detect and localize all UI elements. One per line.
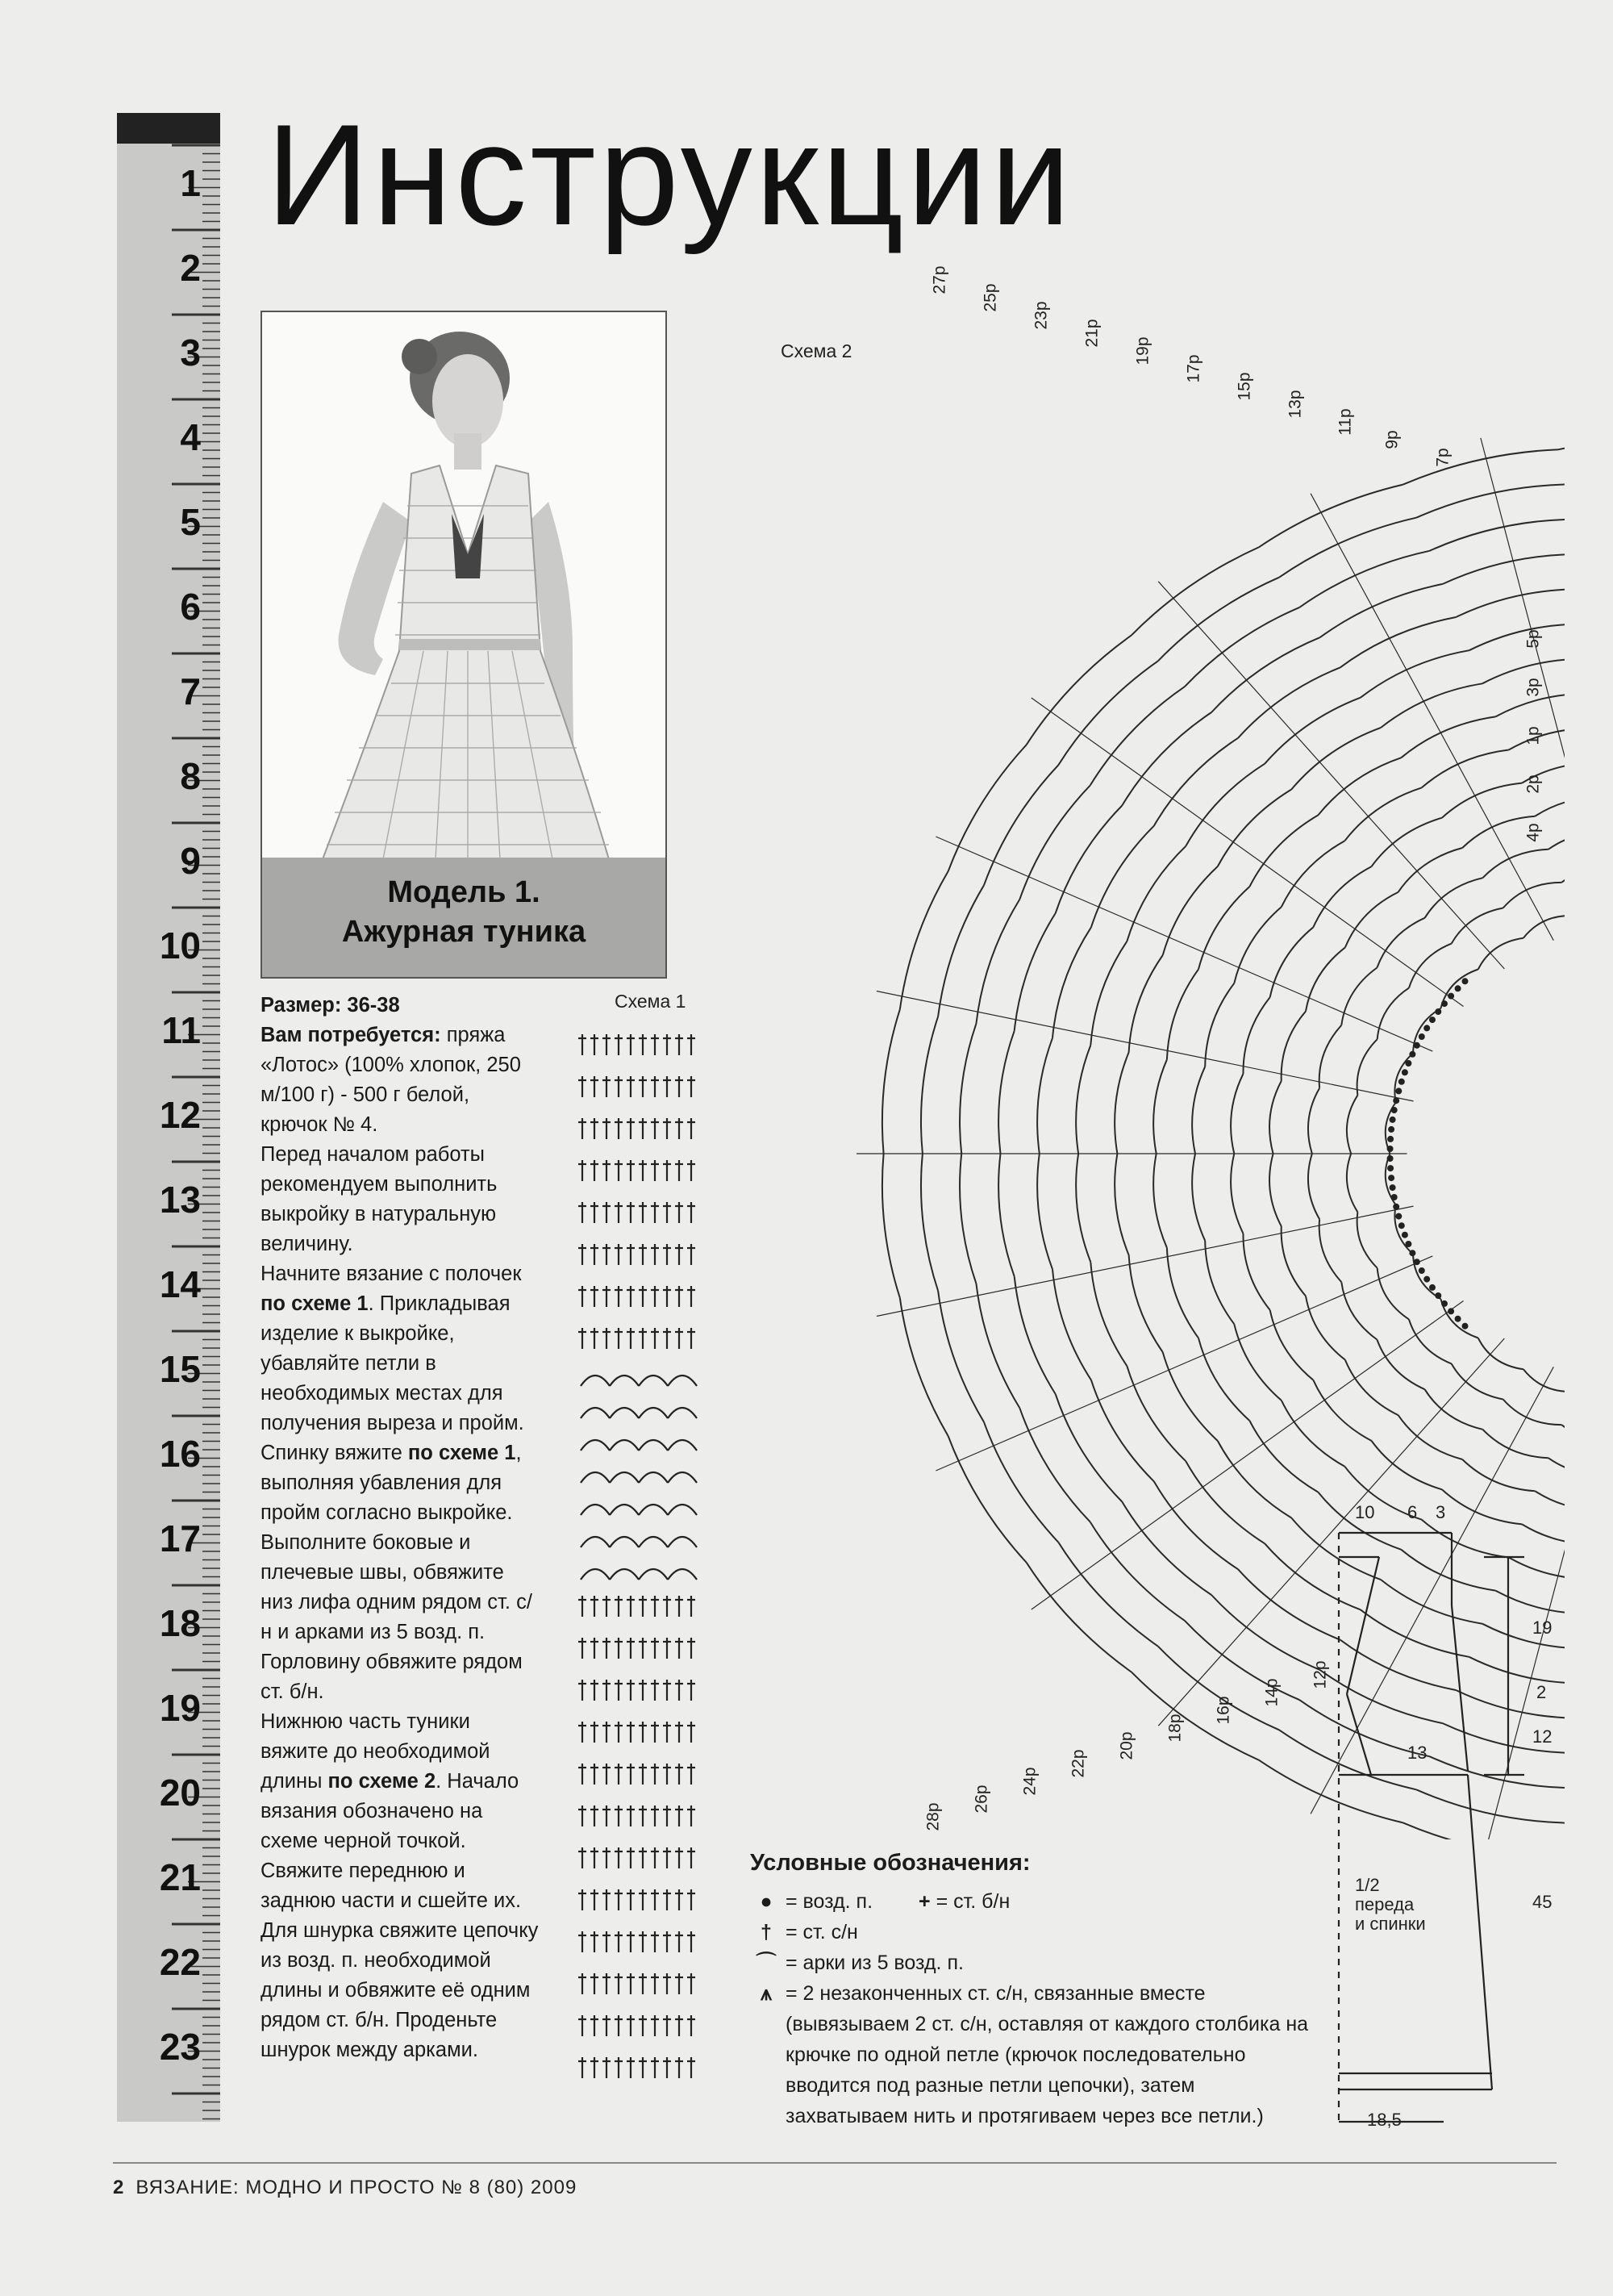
- size-line: [260, 991, 540, 1021]
- p3-c: , выполняя убавления для пройм согласно выкройке.: [260, 1442, 522, 1524]
- legend-dc-text: = ст. с/н: [786, 1921, 858, 1943]
- ruler-number: 23: [159, 2026, 201, 2068]
- legend-chain-text: = возд. п.: [786, 1890, 873, 1913]
- p5-c: . Начало вязания обозначено на схеме черной точкой. Свяжите переднюю и заднюю части и сшейте их.: [260, 1770, 522, 1912]
- p3-b: по схеме 1: [407, 1442, 516, 1464]
- materials-text: пряжа «Лотос» (100% хлопок, 250 м/100 г) - 500 г белой, крючок № 4.: [260, 1024, 521, 1136]
- scheme2-row-label-top: 25р: [981, 283, 1000, 312]
- legend-arch-text: = арки из 5 возд. п.: [786, 1952, 964, 1974]
- legend-sc-text: = ст. б/н: [936, 1890, 1011, 1913]
- pattern-diagram: [1323, 1509, 1565, 2138]
- scheme2-row-label-bottom: 26р: [972, 1785, 991, 1814]
- scheme2-row-label-right: 1р: [1523, 726, 1543, 745]
- scheme2-row-label-bottom: 22р: [1069, 1749, 1088, 1778]
- ruler-number: 15: [159, 1348, 201, 1390]
- scheme2-row-label-top: 15р: [1235, 372, 1254, 401]
- scheme2-row-label-bottom: 14р: [1262, 1678, 1282, 1707]
- model-illustration: [262, 312, 665, 859]
- scheme2-row-label-top: 23р: [1032, 301, 1051, 330]
- ruler-number: 7: [180, 670, 201, 712]
- scheme2-row-label-top: 9р: [1382, 430, 1402, 449]
- ruler-number: 2: [180, 247, 201, 289]
- dc2tog-icon: ⩚: [760, 1982, 773, 2005]
- scheme2-row-label-bottom: 28р: [923, 1802, 943, 1831]
- legend-row-arch: [750, 1947, 1315, 1978]
- ruler-number: 12: [159, 1094, 201, 1136]
- scheme1-chart: [565, 1018, 710, 2131]
- dim-right-2: 2: [1536, 1682, 1547, 1702]
- footer: [113, 2177, 577, 2199]
- single-crochet-icon: +: [919, 1890, 931, 1913]
- ruler-number: 20: [159, 1772, 201, 1814]
- model-caption: [260, 858, 667, 979]
- scheme2-row-label-bottom: 20р: [1117, 1731, 1136, 1760]
- ruler-number: 6: [180, 586, 201, 628]
- ruler-number: 17: [159, 1517, 201, 1559]
- legend-row-chain: [750, 1886, 1315, 1917]
- ruler-number: 22: [159, 1941, 201, 1983]
- size-label: Размер: 36-38: [260, 994, 400, 1017]
- paragraph-5: [260, 1707, 540, 1916]
- model-name: Ажурная туника: [341, 915, 586, 949]
- legend-row-dc2tog: [750, 1978, 1315, 2131]
- p2-b: по схеме 1: [260, 1292, 369, 1315]
- ruler-number: 13: [159, 1179, 201, 1221]
- arch-icon: ⌒: [756, 1952, 777, 1974]
- page-number: 2: [113, 2177, 125, 2198]
- dim-bottom: 18,5: [1367, 2110, 1402, 2130]
- scheme2-row-label-top: 13р: [1286, 390, 1305, 419]
- ruler-cap: [117, 113, 220, 144]
- p2-a: Начните вязание с полочек: [260, 1263, 522, 1285]
- dim-top-3: 3: [1436, 1502, 1446, 1522]
- p5-a: Нижнюю часть туники вяжите до необходимой длины: [260, 1710, 490, 1793]
- model-number: Модель 1.: [387, 875, 540, 909]
- ruler-number: 9: [180, 840, 201, 882]
- dim-right-4: 45: [1532, 1892, 1553, 1912]
- scheme2-row-label-bottom: 16р: [1214, 1696, 1233, 1725]
- materials-label: Вам потребуется:: [260, 1024, 441, 1046]
- pattern-label-2: переда: [1355, 1894, 1415, 1914]
- magazine-title: ВЯЗАНИЕ: МОДНО И ПРОСТО № 8 (80) 2009: [135, 2177, 577, 2198]
- scheme2-row-label-top: 17р: [1184, 354, 1203, 383]
- dim-mid: 13: [1407, 1743, 1428, 1763]
- scheme2-row-label-right: 3р: [1523, 678, 1543, 697]
- ruler-number: 18: [159, 1602, 201, 1644]
- ruler-number: 3: [180, 332, 201, 374]
- dim-top-2: 6: [1407, 1502, 1418, 1522]
- paragraph-4: Выполните боковые и плечевые швы, обвяжите низ лифа одним рядом ст. с/н и арками из 5 возд. п. Горловину обвяжите рядом ст. б/н.: [260, 1531, 532, 1703]
- scheme2-row-label-right: 2р: [1523, 774, 1543, 794]
- ruler-number: 11: [161, 1009, 201, 1051]
- legend: [750, 1847, 1315, 2131]
- scheme2-row-label-top: 7р: [1433, 448, 1453, 467]
- ruler-number: 21: [159, 1856, 201, 1898]
- paragraph-3: [260, 1438, 540, 1528]
- ruler-number: 4: [180, 416, 201, 458]
- ruler-number: 14: [159, 1263, 201, 1305]
- scheme2-row-label-bottom: 12р: [1311, 1660, 1330, 1689]
- chain-stitch-icon: ●: [760, 1890, 773, 1913]
- pattern-label: [1355, 1876, 1426, 1934]
- p2-c: . Прикладывая изделие к выкройке, убавляйте петли в необходимых местах для получения выреза и пройм.: [260, 1292, 524, 1434]
- scheme2-row-label-top: 19р: [1133, 336, 1152, 365]
- ruler-number: 10: [159, 925, 201, 966]
- ruler-number: 1: [180, 162, 201, 204]
- scheme2-row-label-bottom: 24р: [1020, 1767, 1040, 1796]
- ruler-number: 19: [159, 1687, 201, 1729]
- double-crochet-icon: †: [761, 1921, 772, 1943]
- pattern-label-3: и спинки: [1355, 1914, 1426, 1934]
- paragraph-1: Перед началом работы рекомендуем выполнить выкройку в натуральную величину.: [260, 1143, 498, 1255]
- scheme2-row-label-top: 21р: [1082, 319, 1102, 348]
- paragraph-6: Для шнурка свяжите цепочку из возд. п. необходимой длины и обвяжите её одним рядом ст. б/н. Проденьте шнурок между арками.: [260, 1919, 539, 2061]
- dim-right-3: 12: [1532, 1726, 1553, 1747]
- model-photo: [260, 311, 667, 861]
- scheme2-row-label-top: 27р: [930, 265, 949, 294]
- scheme2-row-label-bottom: 18р: [1165, 1714, 1185, 1743]
- side-ruler: [117, 113, 220, 2122]
- materials: [260, 1021, 540, 1140]
- scheme2-label: Схема 2: [781, 340, 852, 361]
- p5-b: по схеме 2: [327, 1770, 436, 1793]
- dim-right-1: 19: [1532, 1618, 1553, 1638]
- scheme2-row-label-top: 11р: [1336, 408, 1355, 436]
- page-title: Инструкции: [266, 94, 1074, 255]
- dim-top-1: 10: [1355, 1502, 1375, 1522]
- scheme2-row-label-right: 4р: [1523, 823, 1543, 842]
- paragraph-2: [260, 1259, 540, 1438]
- legend-title: Условные обозначения:: [750, 1850, 1031, 1876]
- footer-rule: [113, 2162, 1557, 2164]
- legend-dc2tog-text: = 2 незаконченных ст. с/н, связанные вместе (вывязываем 2 ст. с/н, оставляя от каждого столбика на крючке по одной петле (крючок последовательно вводится под разные петли цепочки), затем захватываем нить и протягиваем через все петли.): [786, 1982, 1309, 2127]
- scheme1-label: Схема 1: [615, 991, 686, 1012]
- ruler-number: 8: [180, 755, 201, 797]
- legend-row-dc: [750, 1917, 1315, 1947]
- p3-a: Спинку вяжите: [260, 1442, 402, 1464]
- ruler-number: 5: [180, 501, 201, 543]
- scheme2-row-label-right: 5р: [1523, 629, 1543, 649]
- pattern-label-1: 1/2: [1355, 1875, 1380, 1895]
- instructions-text: [260, 991, 540, 2065]
- ruler-number: 16: [159, 1433, 201, 1475]
